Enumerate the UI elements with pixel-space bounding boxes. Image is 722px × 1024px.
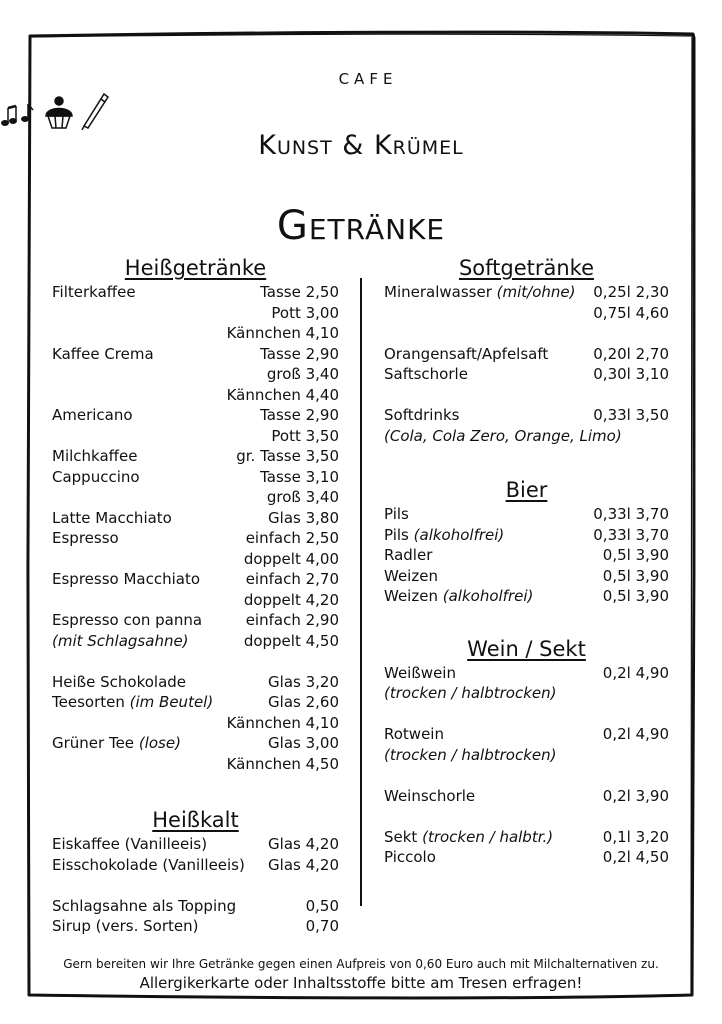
section-heading-bier: Bier: [505, 478, 548, 502]
item-name: Sekt (trocken / halbtr.): [384, 827, 554, 846]
pen-icon: [82, 94, 108, 130]
section-heading-heissgetraenke: Heißgetränke: [124, 256, 267, 280]
item-price: Glas 4,20: [268, 855, 339, 874]
menu-row: [52, 896, 339, 917]
menu-row: [52, 528, 339, 549]
item-price: Kännchen 4,10: [226, 713, 339, 732]
menu-row: [384, 683, 669, 704]
item-price: Kännchen 4,40: [226, 385, 339, 404]
milk-alternatives-note: Gern bereiten wir Ihre Getränke gegen einen Aufpreis von 0,60 Euro auch mit Milchalternativen zu.: [63, 957, 659, 971]
item-price: Glas 3,20: [268, 672, 339, 691]
item-price: 0,50: [305, 896, 339, 915]
item-price: 0,20l 2,70: [593, 344, 669, 363]
menu-row: [52, 569, 339, 590]
item-price: Kännchen 4,10: [226, 324, 339, 342]
item-price: 0,1l 3,20: [602, 827, 669, 846]
item-price: 0,25l 2,30: [593, 283, 669, 301]
item-price: Glas 2,60: [268, 693, 339, 711]
item-name: Piccolo: [384, 848, 436, 866]
item-price: 0,33l 3,50: [593, 406, 669, 424]
section-heading-heisskalt: Heißkalt: [152, 808, 239, 832]
item-price: gr. Tasse 3,50: [236, 447, 339, 465]
menu-row: [52, 467, 339, 488]
menu-row: [384, 724, 669, 745]
item-price: 0,5l 3,90: [602, 566, 669, 585]
item-name: Milchkaffee: [52, 447, 138, 465]
soft-drinks-list: [384, 282, 669, 446]
item-note: (alkoholfrei): [442, 587, 534, 605]
item-price: 0,30l 3,10: [593, 365, 669, 383]
menu-row: [52, 405, 339, 426]
right-column: [384, 254, 669, 868]
item-note: (alkoholfrei): [413, 525, 505, 544]
menu-row: [52, 610, 339, 631]
item-price: groß 3,40: [266, 365, 339, 383]
item-price: 0,5l 3,90: [602, 546, 669, 564]
menu-row: [52, 834, 339, 855]
spacer: [384, 765, 669, 786]
menu-row: [52, 916, 339, 937]
item-price: 0,2l 4,90: [602, 663, 669, 682]
menu-row: [384, 282, 669, 303]
item-name: Eisschokolade (Vanilleeis): [52, 855, 245, 874]
menu-row: [384, 847, 669, 868]
item-name: Teesorten (im Beutel): [52, 693, 214, 711]
spacer: [384, 704, 669, 725]
item-price: einfach 2,90: [245, 611, 339, 629]
item-price: 0,33l 3,70: [593, 505, 669, 523]
item-price: Glas 3,00: [268, 734, 339, 752]
menu-row: [52, 487, 339, 508]
menu-row: [384, 745, 669, 766]
item-name: Weinschorle: [384, 786, 476, 805]
menu-row: [52, 692, 339, 713]
logo-cafe-text: CAFE: [338, 70, 398, 88]
menu-row: [52, 344, 339, 365]
item-note: (lose): [138, 734, 181, 752]
item-price: Glas 3,80: [268, 508, 339, 527]
item-name: [384, 426, 622, 447]
menu-row: [384, 303, 669, 324]
item-name: [52, 631, 189, 652]
item-price: Tasse 2,90: [260, 344, 339, 363]
menu-row: [52, 508, 339, 529]
item-name: Cappuccino: [52, 467, 140, 486]
item-price: Tasse 2,50: [260, 283, 339, 301]
item-price: Pott 3,50: [271, 426, 339, 445]
menu-row: [384, 344, 669, 365]
item-name: Heiße Schokolade: [52, 672, 187, 691]
spacer: [52, 651, 339, 672]
menu-row: [52, 385, 339, 406]
item-price: einfach 2,70: [245, 570, 339, 588]
item-price: 0,5l 3,90: [602, 587, 669, 605]
menu-row: [52, 446, 339, 467]
item-note: (trocken / halbtrocken): [384, 745, 557, 764]
menu-row: [384, 786, 669, 807]
item-name: Mineralwasser (mit/ohne): [384, 283, 576, 301]
menu-row: [52, 323, 339, 344]
item-price: 0,75l 4,60: [593, 303, 669, 322]
item-name: Eiskaffee (Vanilleeis): [52, 835, 208, 853]
menu-row: [52, 754, 339, 775]
item-name: Espresso Macchiato: [52, 570, 201, 588]
item-note: (trocken / halbtr.): [422, 827, 554, 846]
item-note: (mit Schlagsahne): [52, 631, 189, 650]
item-price: Kännchen 4,50: [226, 754, 339, 773]
column-divider: [360, 278, 362, 906]
menu-row: [52, 364, 339, 385]
item-price: 0,2l 4,90: [602, 725, 669, 743]
item-price: Tasse 3,10: [260, 467, 339, 486]
item-note: (Cola, Cola Zero, Orange, Limo): [384, 426, 622, 445]
item-name: Espresso con panna: [52, 611, 203, 629]
logo-cafe-name: Kunst & Krümel: [258, 130, 464, 161]
item-price: doppelt 4,00: [243, 549, 339, 568]
cupcake-icon: [46, 97, 72, 128]
cold-drinks-list: [52, 834, 339, 937]
item-note: (mit/ohne): [496, 283, 576, 301]
allergy-note: Allergikerkarte oder Inhaltsstoffe bitte am Tresen erfragen!: [139, 974, 583, 992]
cafe-logo: [0, 70, 722, 161]
item-name: Rotwein: [384, 725, 444, 743]
menu-row: [384, 566, 669, 587]
item-price: groß 3,40: [266, 488, 339, 506]
menu-row: [384, 405, 669, 426]
menu-row: [384, 364, 669, 385]
menu-row: [384, 827, 669, 848]
menu-row: [52, 282, 339, 303]
item-name: [384, 683, 556, 704]
music-notes-icon: [2, 104, 34, 126]
item-price: 0,33l 3,70: [593, 525, 669, 544]
item-price: Pott 3,00: [271, 303, 339, 322]
item-name: Espresso: [52, 529, 119, 547]
item-name: Pils (alkoholfrei): [384, 525, 505, 544]
item-price: Glas 4,20: [268, 835, 339, 853]
menu-row: [384, 504, 669, 525]
item-name: Radler: [384, 546, 433, 564]
page-title: Getränke: [276, 203, 446, 249]
item-name: Americano: [52, 406, 133, 424]
menu-row: [52, 303, 339, 324]
item-name: Latte Macchiato: [52, 508, 172, 527]
menu-row: [52, 713, 339, 734]
item-name: Schlagsahne als Topping: [52, 896, 237, 915]
spacer: [52, 875, 339, 896]
menu-row: [52, 590, 339, 611]
menu-row: [52, 631, 339, 652]
item-note: (im Beutel): [129, 693, 214, 711]
menu-row: [384, 426, 669, 447]
menu-row: [384, 586, 669, 607]
spacer: [384, 323, 669, 344]
item-price: Tasse 2,90: [260, 406, 339, 424]
item-name: Pils: [384, 505, 409, 523]
menu-row: [52, 855, 339, 876]
menu-row: [52, 672, 339, 693]
menu-row: [52, 549, 339, 570]
section-heading-wein-sekt: Wein / Sekt: [467, 636, 586, 661]
spacer: [384, 806, 669, 827]
item-name: Kaffee Crema: [52, 344, 154, 363]
menu-row: [52, 426, 339, 447]
item-price: doppelt 4,50: [243, 631, 339, 650]
wine-list: [384, 663, 669, 868]
menu-row: [384, 525, 669, 546]
left-column: [52, 254, 339, 937]
item-name: Sirup (vers. Sorten): [52, 917, 199, 935]
item-name: Saftschorle: [384, 365, 468, 383]
logo-illustration: [0, 88, 120, 130]
item-price: 0,70: [305, 917, 339, 935]
item-name: Orangensaft/Apfelsaft: [384, 344, 549, 363]
item-price: doppelt 4,20: [243, 590, 339, 609]
hot-drinks-list: [52, 282, 339, 774]
item-name: Grüner Tee (lose): [52, 734, 181, 752]
beer-list: [384, 504, 669, 607]
section-heading-softgetraenke: Softgetränke: [458, 256, 595, 280]
item-note: (trocken / halbtrocken): [384, 684, 557, 702]
item-name: Filterkaffee: [52, 283, 136, 301]
item-price: einfach 2,50: [245, 529, 339, 547]
item-price: 0,2l 4,50: [602, 848, 669, 866]
item-price: 0,2l 3,90: [602, 786, 669, 805]
item-name: Weizen (alkoholfrei): [384, 587, 534, 605]
menu-row: [384, 663, 669, 684]
item-name: Weißwein: [384, 663, 456, 682]
menu-row: [384, 545, 669, 566]
item-name: [384, 745, 556, 766]
spacer: [384, 385, 669, 406]
menu-row: [52, 733, 339, 754]
item-name: Weizen: [384, 566, 438, 585]
item-name: Softdrinks: [384, 406, 460, 424]
